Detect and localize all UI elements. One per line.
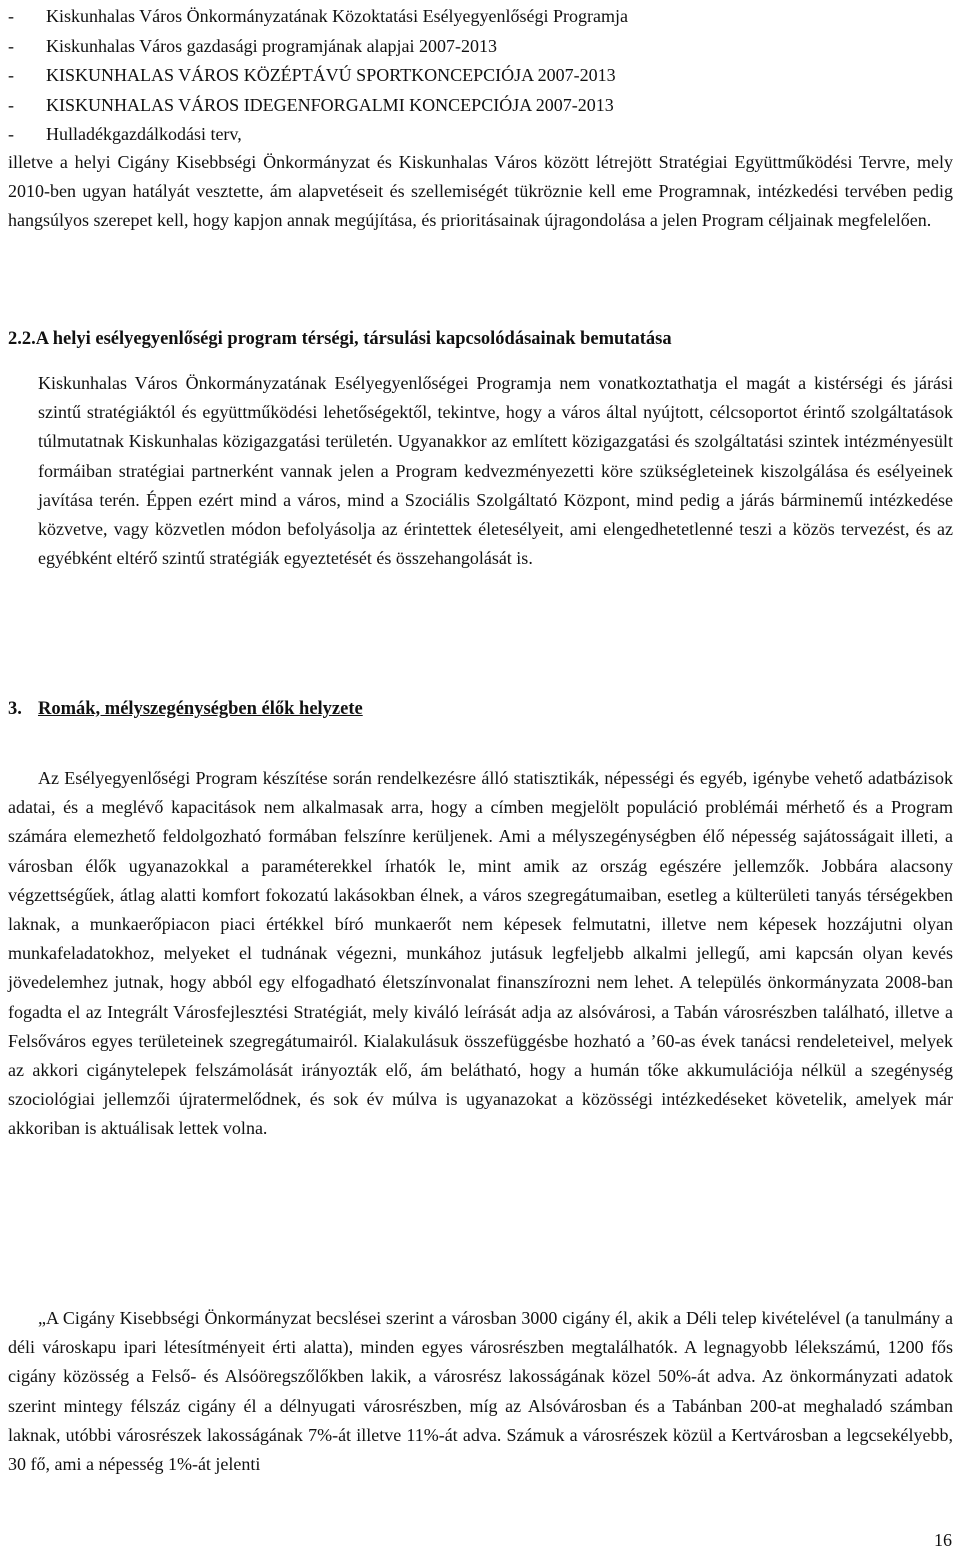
section-heading-2-2: 2.2.A helyi esélyegyenlőségi program térségi, társulási kapcsolódásainak bemutatása [8, 329, 672, 349]
page-number: 16 [934, 1530, 952, 1550]
list-item: - Hulladékgazdálkodási terv, [8, 124, 242, 144]
paragraph-strategic-plan: illetve a helyi Cigány Kisebbségi Önkormányzat és Kiskunhalas Város között létrejött Stratégiai Együttműködési Tervre, mely 2010-ben ugyan hatályát vesztette, ám alapvetéseit és szellemiségét tükröznie kell eme Programnak, intézkedési tervében pedig hangsúlyos szerepet kell, hogy kapjon annak megújítása, és prioritásainak újragondolása a jelen Program céljainak megfelelően. [8, 152, 953, 231]
list-item: - KISKUNHALAS VÁROS KÖZÉPTÁVÚ SPORTKONCEPCIÓJA 2007-2013 [8, 65, 616, 85]
list-item: - Kiskunhalas Város Önkormányzatának Közoktatási Esélyegyenlőségi Programja [8, 6, 629, 26]
paragraph-regional-links: Kiskunhalas Város Önkormányzatának Esélyegyenlőségei Programja nem vonatkoztathatja el magát a kistérségi és járási szintű stratégiáktól és együttműködési lehetőségektől, tekintve, hogy a város által nyújtott, célcsoportot érintő szolgáltatások túlmutatnak Kiskunhalas közigazgatási területén. Ugyanakkor az említett közigazgatási és szolgáltatási szintek intézményesült formáiban stratégiai partnerként vannak jelen a Program kedvezményezetti köre szükségleteinek kiszolgálása és esélyeinek javítása terén. Éppen ezért mind a város, mind a Szociális Szolgáltató Központ, mind pedig a járás bárminemű intézkedése közvetve, vagy közvetlen módon befolyásolja az érintettek életesélyeit, ami elengedhetetlenné teszi a közös tervezést, és az egyébként eltérő szintű stratégiák egyeztetését és összehangolását is. [38, 373, 953, 569]
paragraph-roma-population: „A Cigány Kisebbségi Önkormányzat becslései szerint a városban 3000 cigány él, akik a Déli telep kivételével (a tanulmány a déli városkapu ipari létesítményeit érti alatta), minden egyes városrészben megtalálhatók. A legnagyobb lélekszámú, 1200 fős cigány közösség a Felső- és Alsóöregszőlőkben lakik, a városrész lakosságának közel 50%-át adva. Az önkormányzati adatok szerint mintegy félszáz cigány él a délnyugati városrészben, míg az Alsóvárosban és a Tabánban 200-at meghaladó számban laknak, utóbbi városrészek lakosságának 7%-át illetve 11%-át adva. Számuk a városrészek közül a Kertvárosban a legcsekélyebb, 30 fő, ami a népesség 1%-át jelenti [8, 1308, 953, 1475]
section-number: 3. [8, 699, 22, 719]
reference-list [8, 2, 948, 150]
list-item: - Kiskunhalas Város gazdasági programjának alapjai 2007-2013 [8, 35, 498, 56]
section-heading-3 [8, 699, 363, 720]
paragraph-deep-poverty: Az Esélyegyenlőségi Program készítése során rendelkezésre álló statisztikák, népességi és egyéb, igénybe vehető adatbázisok adatai, és a meglévő kapacitások nem alkalmasak arra, hogy a címben megjelölt populáció problémái mérhető és a Program számára elemezhető feldolgozható formában felszínre kerüljenek. Ami a mélyszegénységben élő népesség sajátosságait illeti, a városban élők ugyanazokkal a paraméterekkel írhatók le, mint amik az ország egészére jellemzők. Jobbára alacsony végzettségűek, átlag alatti komfort fokozatú lakásokban élnek, a város szegregátumaiban, esetleg a külterületi tanyás térségekben laknak, a munkaerőpiacon piaci értékkel bíró munkaerőt nem képesek felmutatni, illetve nem képesek hozzájutni olyan munkafeladatokhoz, melyeket el tudnának végezni, munkához jutásuk legfeljebb alkalmi jellegű, ami kapcsán olyan kevés jövedelemhez jutnak, hogy abból egy elfogadható életszínvonalat finanszírozni nem lehet. A település önkormányzata 2008-ban fogadta el az Integrált Városfejlesztési Stratégiát, mely kiváló leírását adja az alsóvárosi, a Tabán városrészben található, illetve a Felsőváros egyes területeinek szegregátumairól. Kialakulásuk összefüggésbe hozható a ’60-as évek tanácsi rendeleteivel, melyek az akkori cigánytelepek felszámolását irányozták elő, ám belátható, hogy a humán tőke akkumulációja nélkül a szegénység szociológiai jellemzői újratermelődnek, és sok év múlva is ugyanazokat a közösségi intézkedéseket követelik, amelyek már akkoriban is aktuálisak lettek volna. [8, 768, 953, 1139]
list-item: - KISKUNHALAS VÁROS IDEGENFORGALMI KONCEPCIÓJA 2007-2013 [8, 94, 614, 115]
section-title: Romák, mélyszegénységben élők helyzete [38, 699, 363, 719]
